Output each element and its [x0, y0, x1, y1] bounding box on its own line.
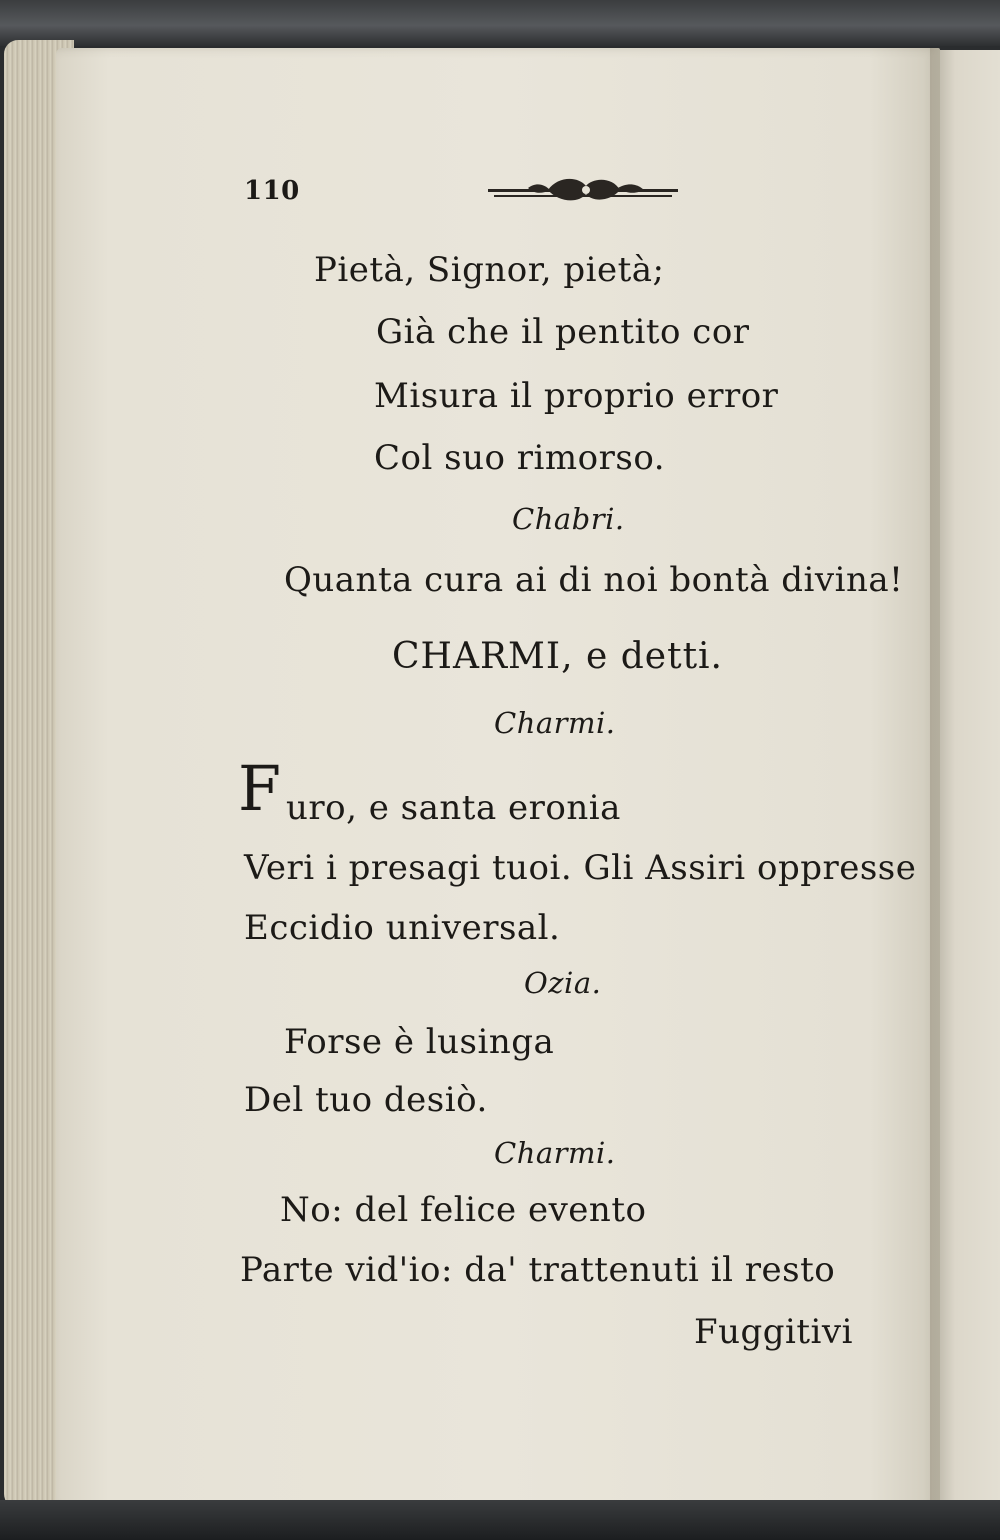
- verse-line: Pietà, Signor, pietà;: [314, 250, 665, 290]
- verse-line: Quanta cura ai di noi bontà divina!: [284, 560, 904, 600]
- verse-line: Già che il pentito cor: [376, 312, 750, 352]
- background-top: [0, 0, 1000, 46]
- verse-line: Col suo rimorso.: [374, 438, 666, 478]
- verse-line: Del tuo desiò.: [244, 1080, 488, 1120]
- verse-line: Eccidio universal.: [244, 908, 561, 948]
- page-number: 110: [244, 176, 300, 206]
- facing-page-edge: [936, 50, 1000, 1508]
- speaker-name: Chabri.: [512, 502, 625, 536]
- verse-line: No: del felice evento: [280, 1190, 647, 1230]
- speaker-name: Charmi.: [494, 1136, 616, 1170]
- speaker-name: Ozia.: [524, 966, 602, 1000]
- ornament-icon: [488, 172, 678, 212]
- verse-line: uro, e santa eronia: [286, 788, 621, 828]
- scene-heading: CHARMI, e detti.: [392, 636, 723, 677]
- verse-line: Parte vid'io: da' trattenuti il resto: [240, 1250, 836, 1290]
- verse-line: Forse è lusinga: [284, 1022, 555, 1062]
- verse-line: Veri i presagi tuoi. Gli Assiri oppresse: [244, 848, 917, 888]
- speaker-name: Charmi.: [494, 706, 616, 740]
- background-bottom: [0, 1500, 1000, 1540]
- catchword: Fuggitivi: [694, 1312, 854, 1352]
- verse-line: Misura il proprio error: [374, 376, 779, 416]
- page-gutter: [930, 48, 940, 1510]
- drop-cap: F: [238, 752, 282, 825]
